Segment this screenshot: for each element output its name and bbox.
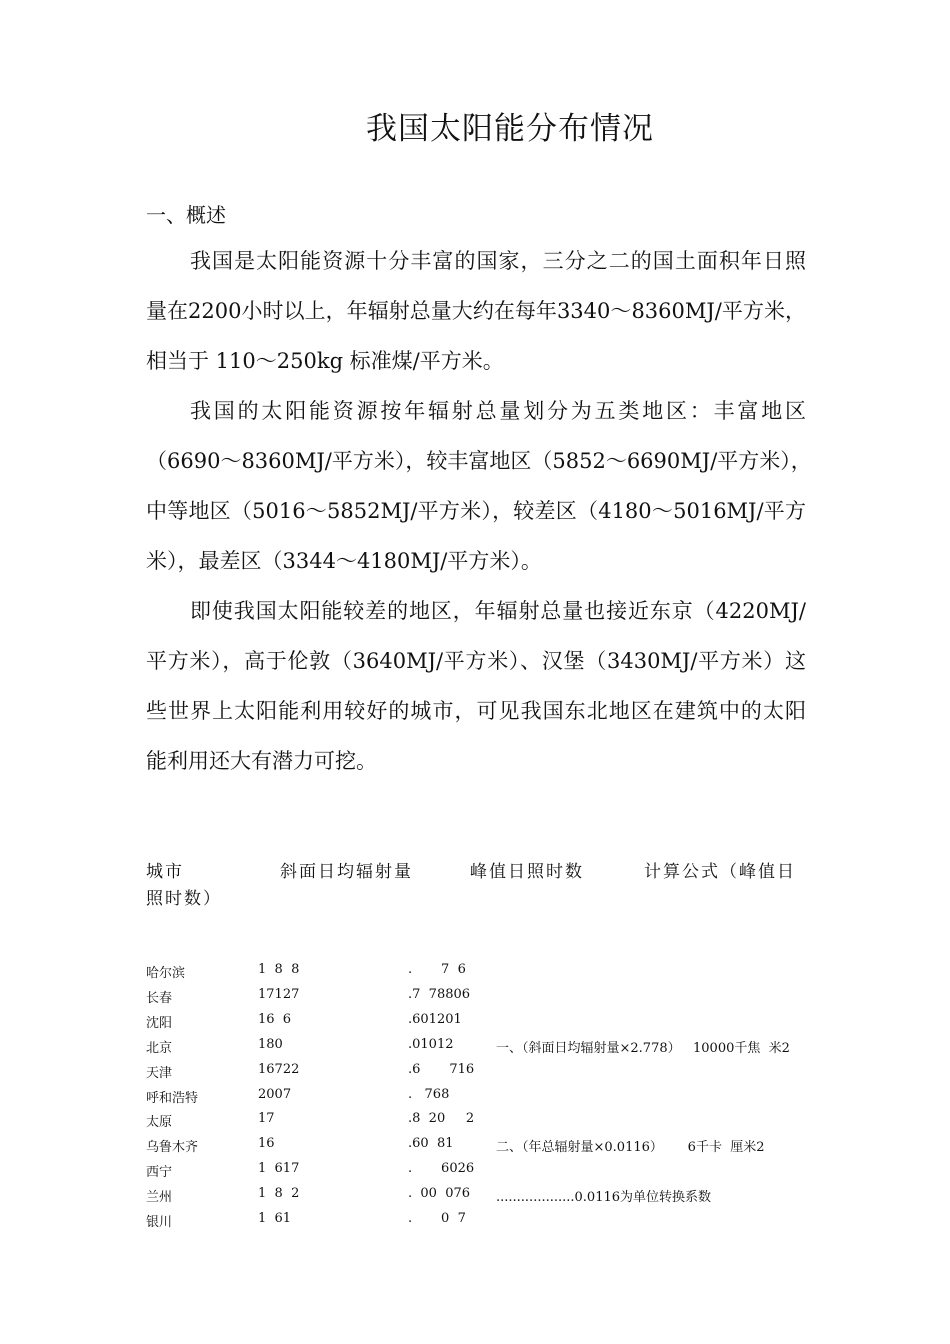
cell-formula: 一、（斜面日均辐射量×2.778） 10000千焦 米2 bbox=[496, 1040, 790, 1056]
cell-city: 西宁 bbox=[146, 1165, 173, 1181]
cell-peak-hours: .6 716 bbox=[408, 1061, 475, 1077]
cell-peak-hours: . 0 7 bbox=[408, 1211, 466, 1226]
section-heading: 一、概述 bbox=[146, 203, 226, 227]
paragraph-line: 相当于 110～250kg 标准煤/平方米。 bbox=[146, 349, 504, 373]
cell-radiation: 1 61 bbox=[258, 1211, 292, 1226]
cell-peak-hours: . 00 076 bbox=[408, 1186, 471, 1202]
paragraph-1 bbox=[146, 236, 806, 386]
paragraph-line: 能利用还大有潜力可挖。 bbox=[146, 749, 377, 773]
cell-city: 太原 bbox=[146, 1115, 173, 1131]
paragraph-line: 即使我国太阳能较差的地区，年辐射总量也接近东京（4220MJ/ bbox=[190, 599, 806, 623]
paragraph-3 bbox=[146, 586, 806, 786]
cell-peak-hours: .601201 bbox=[408, 1011, 462, 1027]
cell-city: 天津 bbox=[146, 1065, 173, 1081]
cell-formula: 二、（年总辐射量×0.0116） 6千卡 厘米2 bbox=[496, 1140, 765, 1156]
cell-peak-hours: .01012 bbox=[408, 1036, 454, 1052]
cell-peak-hours: .7 78806 bbox=[408, 986, 471, 1002]
paragraph-2 bbox=[146, 386, 812, 586]
cell-peak-hours: .60 81 bbox=[408, 1136, 454, 1152]
header-radiation: 斜面日均辐射量 bbox=[280, 862, 413, 882]
paragraph-line: 米），最差区（3344～4180MJ/平方米）。 bbox=[146, 549, 542, 573]
header-peak-hours: 峰值日照时数 bbox=[470, 862, 584, 882]
cell-radiation: 17 bbox=[258, 1111, 275, 1127]
header-formula-wrap: 照时数） bbox=[146, 889, 222, 909]
cell-radiation: 1 8 8 bbox=[258, 962, 300, 977]
cell-city: 乌鲁木齐 bbox=[146, 1140, 199, 1156]
paragraph-line: 中等地区（5016～5852MJ/平方米），较差区（4180～5016MJ/平方 bbox=[146, 499, 806, 523]
cell-radiation: 2007 bbox=[258, 1086, 292, 1102]
cell-radiation: 16 6 bbox=[258, 1011, 292, 1027]
cell-formula: ...................0.0116为单位转换系数 bbox=[496, 1190, 712, 1206]
cell-radiation: 1 8 2 bbox=[258, 1186, 300, 1202]
cell-city: 沈阳 bbox=[146, 1015, 173, 1031]
cell-peak-hours: . 7 6 bbox=[408, 962, 466, 977]
paragraph-line: （6690～8360MJ/平方米），较丰富地区（5852～6690MJ/平方米）， bbox=[146, 449, 812, 473]
page-title: 我国太阳能分布情况 bbox=[366, 111, 654, 147]
cell-city: 长春 bbox=[146, 990, 173, 1006]
paragraph-line: 量在2200小时以上，年辐射总量大约在每年3340～8360MJ/平方米， bbox=[146, 299, 806, 323]
cell-radiation: 16 bbox=[258, 1136, 275, 1152]
paragraph-line: 我国的太阳能资源按年辐射总量划分为五类地区：丰富地区 bbox=[190, 399, 806, 423]
cell-radiation: 1 617 bbox=[258, 1161, 300, 1177]
cell-radiation: 180 bbox=[258, 1036, 283, 1052]
cell-radiation: 17127 bbox=[258, 986, 300, 1002]
cell-peak-hours: .8 20 2 bbox=[408, 1111, 475, 1127]
cell-city: 兰州 bbox=[146, 1190, 173, 1206]
cell-peak-hours: . 768 bbox=[408, 1086, 450, 1102]
header-city: 城市 bbox=[146, 862, 184, 882]
cell-city: 北京 bbox=[146, 1040, 173, 1056]
cell-city: 呼和浩特 bbox=[146, 1090, 199, 1106]
paragraph-line: 我国是太阳能资源十分丰富的国家，三分之二的国土面积年日照 bbox=[190, 249, 806, 273]
cell-city: 银川 bbox=[146, 1215, 173, 1230]
cell-peak-hours: . 6026 bbox=[408, 1161, 475, 1177]
paragraph-line: 些世界上太阳能利用较好的城市，可见我国东北地区在建筑中的太阳 bbox=[146, 699, 806, 723]
cell-radiation: 16722 bbox=[258, 1061, 300, 1077]
cell-city: 哈尔滨 bbox=[146, 966, 186, 981]
header-formula: 计算公式（峰值日 bbox=[644, 862, 796, 882]
paragraph-line: 平方米），高于伦敦（3640MJ/平方米）、汉堡（3430MJ/平方米）这 bbox=[146, 649, 806, 673]
